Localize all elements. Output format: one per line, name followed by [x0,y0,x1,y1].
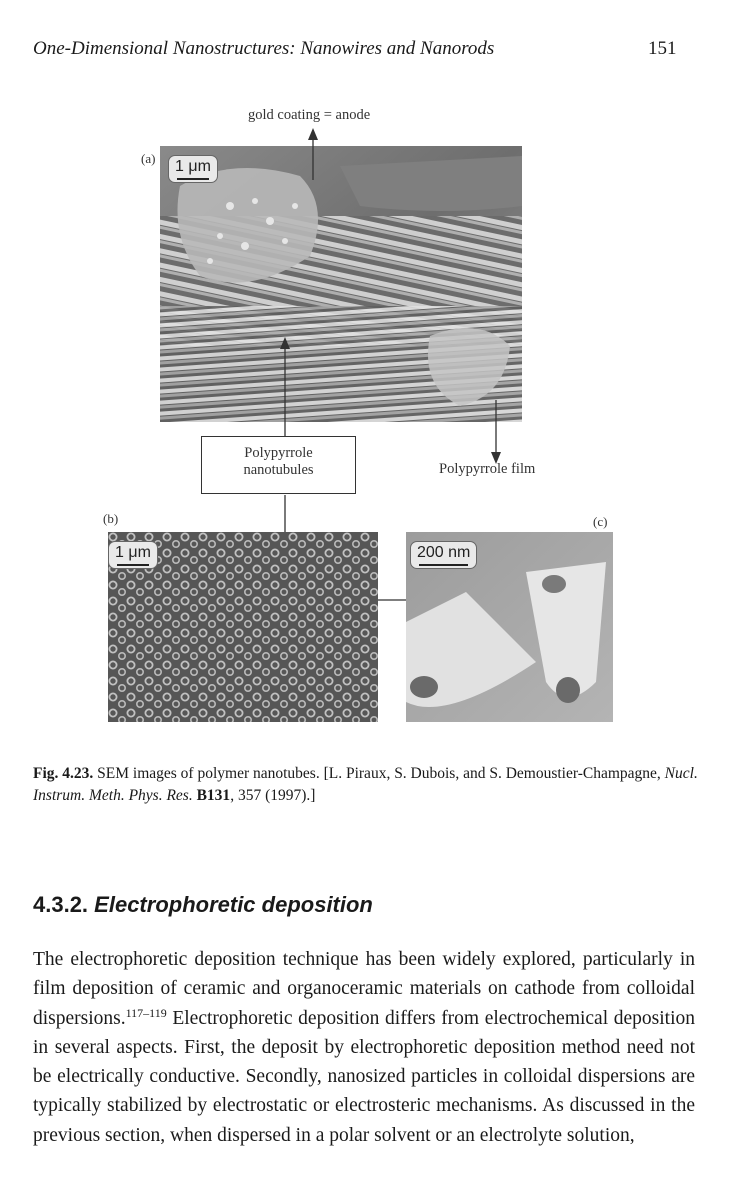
panel-label-c: (c) [593,514,608,529]
citation-superscript: 117–119 [125,1005,167,1020]
body-paragraph [33,945,695,1150]
figure [0,100,737,740]
caption-journal: Nucl. Instrum. Meth. Phys. Res. [33,765,698,804]
caption-text-end: , 357 (1997).] [230,787,316,804]
polypyrrole-nanotubules-label [201,436,356,494]
page-number: 151 [648,38,677,59]
scale-bar-b-label: 1 μm [115,544,151,561]
section-title: Electrophoretic deposition [94,892,373,917]
section-number: 4.3.2. [33,892,89,917]
nanotubules-label-line1: Polypyrrole [244,445,313,461]
body-text-1: The electrophoretic deposition technique has been widely explored, particularly in film deposition of ceramic and organoceramic materials on cathode from colloidal dispersions. [33,949,695,1029]
polypyrrole-film-label: Polypyrrole film [439,461,536,477]
body-text-2: Electrophoretic deposition differs from electrochemical deposition in several aspects. First, the deposit by electrophoretic deposition method need not be electrically conductive. Secondly, nanosized particles in colloidal dispersions are typically stabilized by electrostatic or electrosteric mechanisms. As discussed in the previous section, when dispersed in a polar solvent or an electrolyte solution, [33,1007,695,1146]
caption-volume: B131 [196,787,231,804]
scale-bar-c [410,541,477,569]
panel-label-b: (b) [103,511,119,526]
caption-text: SEM images of polymer nanotubes. [L. Piraux, S. Dubois, and S. Demoustier-Champagne, [93,765,665,782]
gold-coating-annotation: gold coating = anode [248,107,371,123]
scale-bar-a-label: 1 μm [175,158,211,175]
running-title: One-Dimensional Nanostructures: Nanowires and Nanorods [33,38,495,59]
caption-figure-label: Fig. 4.23. [33,765,94,782]
section-heading [33,892,373,918]
nanotubules-label-line2: nanotubules [243,462,314,478]
panel-label-a: (a) [141,151,156,166]
scale-bar-b [108,541,158,569]
scale-bar-c-label: 200 nm [417,544,471,561]
figure-caption [33,763,703,807]
